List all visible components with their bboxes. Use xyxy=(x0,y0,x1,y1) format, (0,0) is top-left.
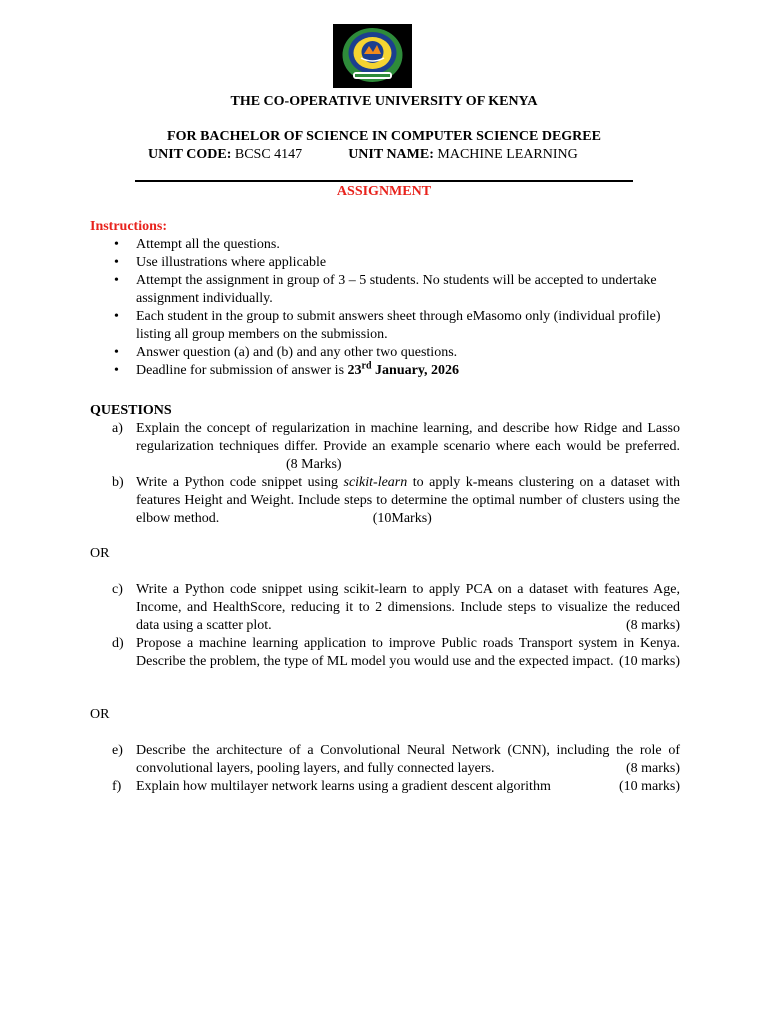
question-text: Write a Python code snippet using scikit-learn to apply PCA on a dataset with features Age, Income, and HealthScore, reducing it to 2 dimensions. Include steps to visualize the reduced data using a scatter plot. xyxy=(136,582,680,633)
question-group-ef xyxy=(90,742,680,796)
instruction-item: • Attempt all the questions. xyxy=(90,236,680,254)
question-text: Describe the architecture of a Convolutional Neural Network (CNN), including the role of convolutional layers, pooling layers, and fully connected layers. xyxy=(136,743,680,776)
assignment-title: ASSIGNMENT xyxy=(336,184,432,199)
question-a xyxy=(90,420,680,474)
question-text: Explain the concept of regularization in machine learning, and describe how Ridge and Lasso regularization techniques differ. Provide an example scenario where each would be preferred. xyxy=(136,421,680,454)
deadline-suffix: rd xyxy=(361,360,372,372)
question-group-cd xyxy=(90,581,680,671)
question-text-end: to apply k-means clustering on a dataset with features Height and Weight. Include steps to determine the optimal number of clusters using the elbow method. xyxy=(136,475,680,526)
or-separator: OR xyxy=(90,546,110,561)
unit-code-label: UNIT CODE: xyxy=(148,147,232,162)
unit-name: MACHINE LEARNING xyxy=(437,147,578,162)
or-separator: OR xyxy=(90,707,110,722)
question-label: f) xyxy=(112,779,122,794)
degree-title: FOR BACHELOR OF SCIENCE IN COMPUTER SCIENCE DEGREE xyxy=(167,129,601,144)
question-text: Propose a machine learning application to improve Public roads Transport system in Kenya. Describe the problem, the type of ML model you would use and the expected impact. xyxy=(136,636,680,669)
unit-name-label: UNIT NAME: xyxy=(348,147,434,162)
question-b xyxy=(90,474,680,528)
question-d xyxy=(90,635,680,671)
question-label: d) xyxy=(112,636,124,651)
question-marks: (10Marks) xyxy=(372,511,432,526)
question-c xyxy=(90,581,680,635)
question-marks: (10 marks) xyxy=(618,654,680,669)
question-text-start: Write a Python code snippet using xyxy=(136,475,344,490)
unit-line xyxy=(148,146,648,164)
deadline-day: 23 xyxy=(347,363,362,378)
question-label: a) xyxy=(112,421,123,436)
header-divider xyxy=(135,180,633,182)
instructions-heading: Instructions: xyxy=(90,219,168,234)
deadline-rest: January, 2026 xyxy=(371,363,460,378)
instruction-item: • Each student in the group to submit answers sheet through eMasomo only (individual profile) listing all group members on the submission. xyxy=(90,308,680,344)
question-label: c) xyxy=(112,582,123,597)
deadline-prefix: Deadline for submission of answer is xyxy=(136,363,348,378)
instruction-item: • Answer question (a) and (b) and any other two questions. xyxy=(90,344,680,362)
instruction-item: • Attempt the assignment in group of 3 – 5 students. No students will be accepted to undertake assignment individually. xyxy=(90,272,680,308)
question-marks: (8 marks) xyxy=(625,761,680,776)
question-label: e) xyxy=(112,743,123,758)
question-group-ab xyxy=(90,420,680,528)
question-text-italic: scikit-learn xyxy=(343,475,408,490)
unit-code: BCSC 4147 xyxy=(234,147,303,162)
question-marks: (8 Marks) xyxy=(286,457,342,472)
question-e xyxy=(90,742,680,778)
question-marks: (10 marks) xyxy=(618,779,680,794)
questions-heading: QUESTIONS xyxy=(90,403,172,418)
question-label: b) xyxy=(112,475,124,490)
university-logo xyxy=(333,24,412,88)
question-f xyxy=(90,778,680,796)
university-name: THE CO-OPERATIVE UNIVERSITY OF KENYA xyxy=(230,94,538,109)
question-text: Explain how multilayer network learns using a gradient descent algorithm xyxy=(136,779,551,794)
instruction-item: • Use illustrations where applicable xyxy=(90,254,680,272)
instruction-deadline xyxy=(90,362,680,380)
instructions-list xyxy=(90,236,680,380)
question-marks: (8 marks) xyxy=(625,618,680,633)
